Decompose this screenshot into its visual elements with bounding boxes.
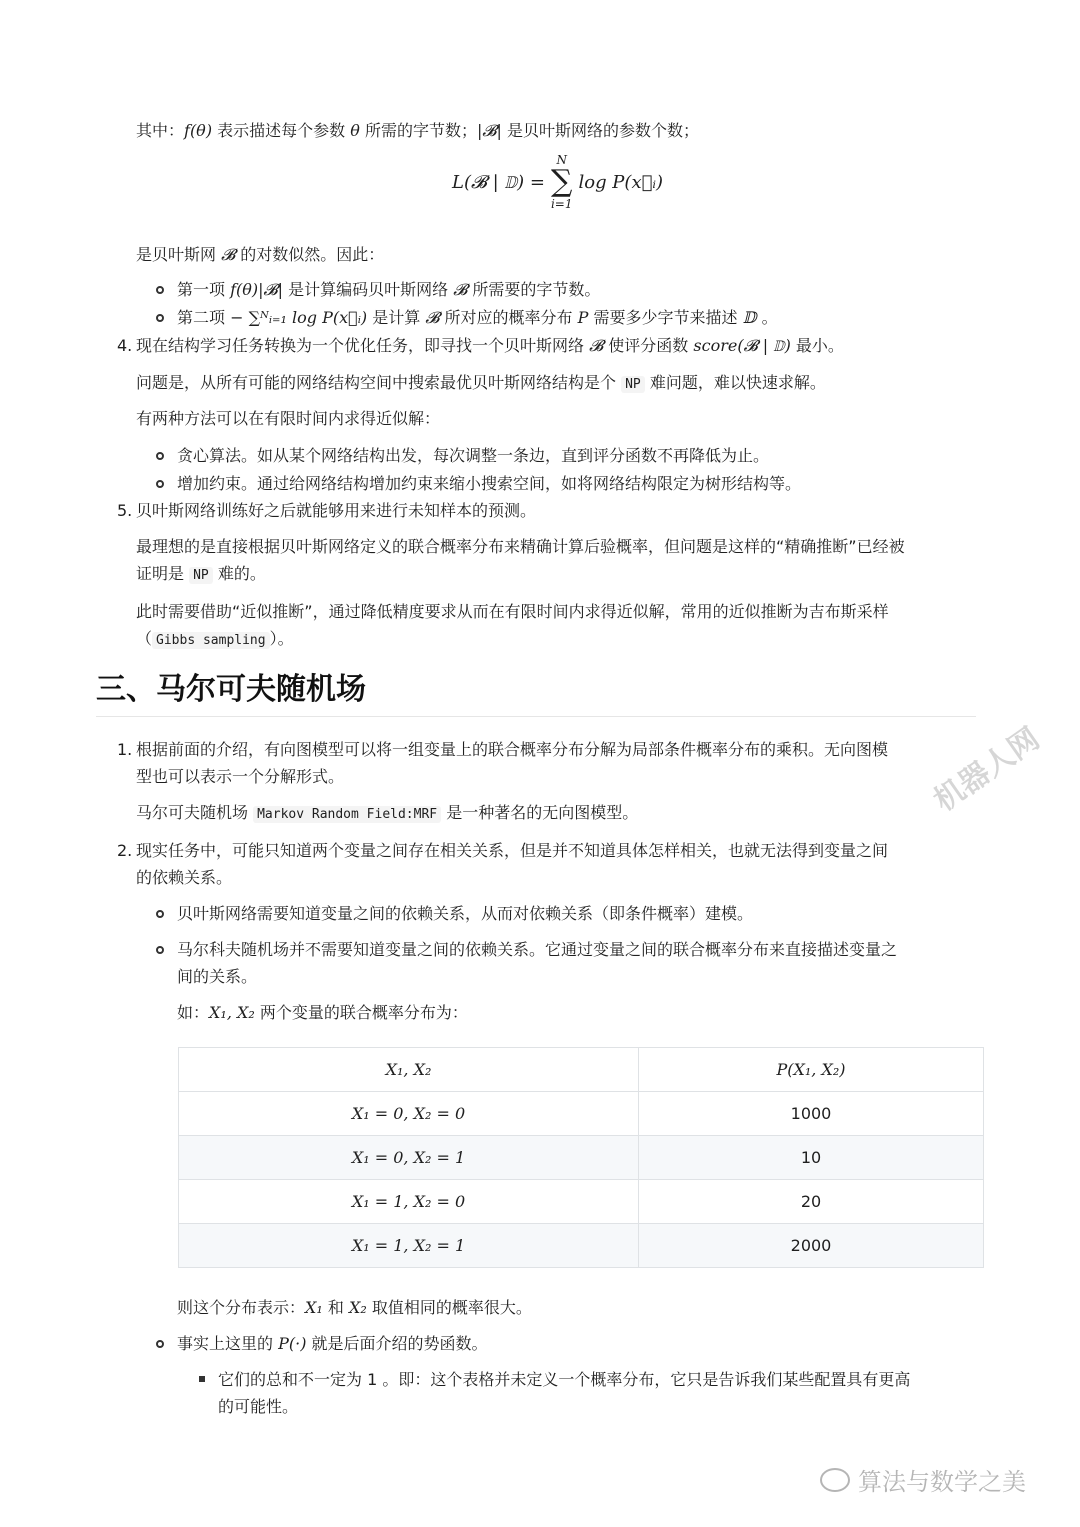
list-item: 间的关系。 — [177, 967, 258, 986]
table-header: X₁, X₂ — [179, 1048, 639, 1092]
paragraph: 有两种方法可以在有限时间内求得近似解： — [136, 409, 441, 428]
account-watermark: 算法与数学之美 — [820, 1462, 1026, 1497]
list-item: 第一项 f(θ)|𝓑| 是计算编码贝叶斯网络 𝓑 所需要的字节数。 — [177, 280, 601, 299]
inline-code: NP — [621, 376, 645, 393]
bullet-icon — [156, 452, 164, 460]
table-cell: 20 — [639, 1180, 984, 1224]
list-item: 现实任务中，可能只知道两个变量之间存在相关关系，但是并不知道具体怎样相关，也就无法得到变量之间 — [136, 841, 889, 860]
bullet-icon — [156, 286, 164, 294]
list-item: 贪心算法。如从某个网络结构出发，每次调整一条边，直到评分函数不再降低为止。 — [177, 446, 770, 465]
paragraph: 证明是 NP 难的。 — [136, 564, 266, 583]
table-row — [179, 1180, 984, 1224]
table-cell: X₁ = 1, X₂ = 0 — [179, 1180, 639, 1224]
paragraph: 问题是，从所有可能的网络结构空间中搜索最优贝叶斯网络结构是个 NP 难问题，难以快速求解。 — [136, 373, 826, 392]
paragraph: 如：X₁, X₂ 两个变量的联合概率分布为： — [177, 1003, 468, 1022]
list-item: 贝叶斯网络训练好之后就能够用来进行未知样本的预测。 — [136, 501, 537, 520]
table-row — [179, 1092, 984, 1136]
list-item: 的可能性。 — [218, 1397, 299, 1416]
likelihood-formula: L(𝓑 | 𝔻) = N ∑ i=1 log P(x⃗ᵢ) — [452, 153, 664, 211]
table-row — [179, 1136, 984, 1180]
table-cell: 2000 — [639, 1224, 984, 1268]
inline-code: Gibbs sampling — [152, 632, 270, 649]
list-item: 根据前面的介绍，有向图模型可以将一组变量上的联合概率分布分解为局部条件概率分布的乘积。无向图模 — [136, 740, 889, 759]
list-item: 贝叶斯网络需要知道变量之间的依赖关系，从而对依赖关系（即条件概率）建模。 — [177, 904, 754, 923]
list-number: 4. — [117, 336, 133, 355]
bullet-icon — [156, 314, 164, 322]
summation: N ∑ i=1 — [550, 153, 573, 211]
wechat-icon — [820, 1468, 850, 1492]
table-cell: 10 — [639, 1136, 984, 1180]
robot-watermark: 机器人网 — [927, 721, 1047, 819]
bullet-icon — [156, 910, 164, 918]
table-cell: 1000 — [639, 1092, 984, 1136]
square-bullet-icon — [199, 1376, 205, 1382]
table-cell: X₁ = 0, X₂ = 0 — [179, 1092, 639, 1136]
paragraph: 最理想的是直接根据贝叶斯网络定义的联合概率分布来精确计算后验概率，但问题是这样的“精确推断”已经被 — [136, 537, 905, 556]
intro-paragraph: 其中：f(θ) 表示描述每个参数 θ 所需的字节数；|𝓑| 是贝叶斯网络的参数个数； — [136, 121, 699, 140]
table-header: P(X₁, X₂) — [639, 1048, 984, 1092]
list-item: 增加约束。通过给网络结构增加约束来缩小搜索空间，如将网络结构限定为树形结构等。 — [177, 474, 802, 493]
list-item: 型也可以表示一个分解形式。 — [136, 767, 345, 786]
likelihood-paragraph: 是贝叶斯网 𝓑 的对数似然。因此： — [136, 245, 385, 264]
list-item: 它们的总和不一定为 1 。即：这个表格并未定义一个概率分布，它只是告诉我们某些配置具有更高 — [218, 1370, 911, 1389]
bullet-icon — [156, 480, 164, 488]
list-number: 2. — [117, 841, 133, 860]
list-number: 5. — [117, 501, 133, 520]
table-row — [179, 1224, 984, 1268]
bullet-icon — [156, 1340, 164, 1348]
list-number: 1. — [117, 740, 133, 759]
joint-distribution-table — [178, 1047, 984, 1268]
inline-code: Markov Random Field:MRF — [253, 806, 441, 823]
list-item: 的依赖关系。 — [136, 868, 233, 887]
list-item: 马尔科夫随机场并不需要知道变量之间的依赖关系。它通过变量之间的联合概率分布来直接描述变量之 — [177, 940, 898, 959]
section-heading: 三、马尔可夫随机场 — [96, 668, 976, 717]
list-item: 事实上这里的 P(·) 就是后面介绍的势函数。 — [177, 1334, 488, 1353]
list-item: 现在结构学习任务转换为一个优化任务，即寻找一个贝叶斯网络 𝓑 使评分函数 score(𝓑 | 𝔻) 最小。 — [136, 336, 844, 355]
table-cell: X₁ = 0, X₂ = 1 — [179, 1136, 639, 1180]
paragraph: 此时需要借助“近似推断”，通过降低精度要求从而在有限时间内求得近似解，常用的近似推断为吉布斯采样 — [136, 602, 889, 621]
bullet-icon — [156, 946, 164, 954]
table-cell: X₁ = 1, X₂ = 1 — [179, 1224, 639, 1268]
list-item: 第二项 − ∑ᴺᵢ₌₁ log P(x⃗ᵢ) 是计算 𝓑 所对应的概率分布 P 需要多少字节来描述 𝔻 。 — [177, 308, 778, 327]
paragraph: 则这个分布表示：X₁ 和 X₂ 取值相同的概率很大。 — [177, 1298, 532, 1317]
paragraph: 马尔可夫随机场 Markov Random Field:MRF 是一种著名的无向图模型。 — [136, 803, 639, 822]
table-header-row — [179, 1048, 984, 1092]
paragraph: （ Gibbs sampling ）。 — [136, 629, 294, 648]
inline-code: NP — [189, 567, 213, 584]
